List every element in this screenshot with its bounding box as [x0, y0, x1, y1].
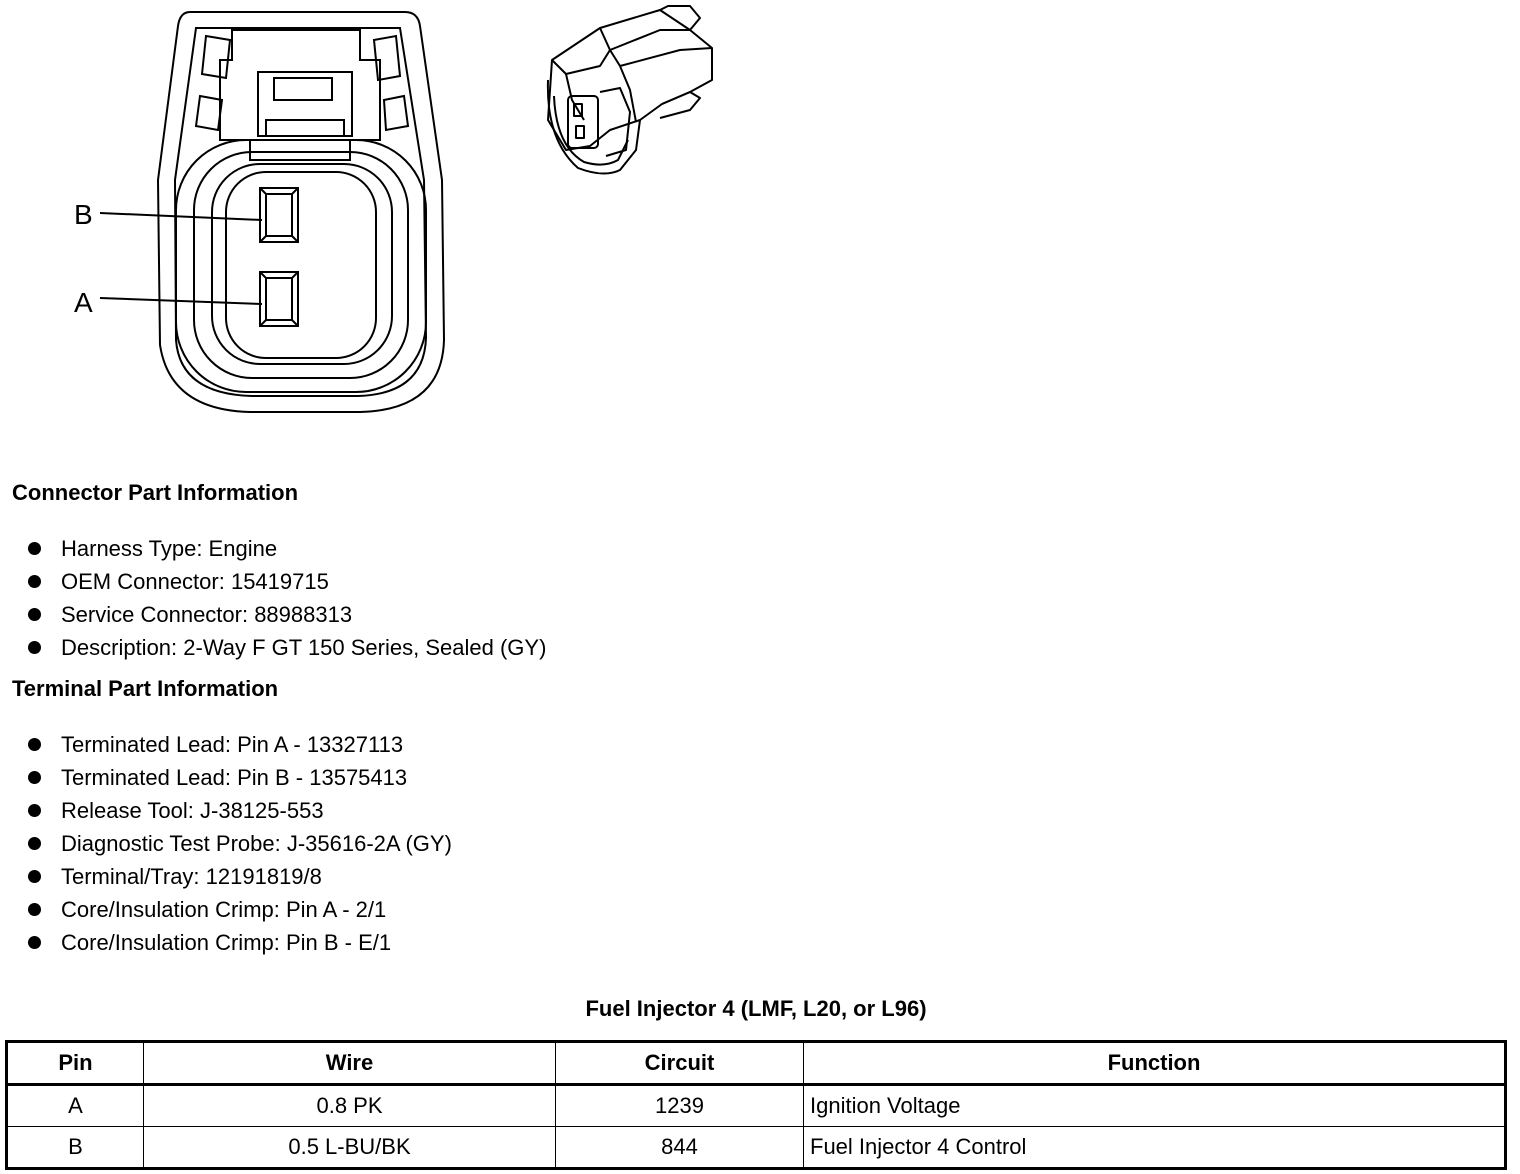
pin-table	[5, 1040, 1507, 1170]
pin-a-label: A	[74, 287, 93, 318]
list-item	[28, 761, 452, 794]
list-item	[28, 827, 452, 860]
list-item-text: Diagnostic Test Probe: J-35616-2A (GY)	[61, 831, 452, 856]
table-row	[7, 1085, 1506, 1127]
bullet-icon	[28, 903, 41, 916]
bullet-icon	[28, 542, 41, 555]
connector-seal-outer	[176, 140, 426, 392]
list-item-text: Core/Insulation Crimp: Pin B - E/1	[61, 930, 392, 955]
list-item	[28, 860, 452, 893]
column-header-circuit: Circuit	[556, 1042, 804, 1085]
terminal-info-title: Terminal Part Information	[12, 676, 279, 701]
bullet-icon	[28, 804, 41, 817]
list-item-text: Core/Insulation Crimp: Pin A - 2/1	[61, 897, 387, 922]
cell-wire: 0.5 L-BU/BK	[144, 1127, 556, 1169]
bullet-icon	[28, 870, 41, 883]
list-item	[28, 728, 452, 761]
cell-circuit: 844	[556, 1127, 804, 1169]
connector-face-diagram	[60, 0, 460, 420]
terminal-cavity-a	[260, 272, 298, 326]
list-item	[28, 893, 452, 926]
pin-a-leader-line	[100, 298, 262, 304]
list-item-text: Description: 2-Way F GT 150 Series, Sealed (GY)	[61, 635, 547, 660]
cell-pin: A	[7, 1085, 144, 1127]
terminal-cavity-b	[260, 188, 298, 242]
list-item	[28, 565, 546, 598]
cell-pin: B	[7, 1127, 144, 1169]
connector-cavity	[212, 164, 392, 364]
list-item	[28, 794, 452, 827]
pin-b-leader-line	[100, 213, 262, 220]
cell-wire: 0.8 PK	[144, 1085, 556, 1127]
cell-function: Ignition Voltage	[804, 1085, 1506, 1127]
list-item	[28, 598, 546, 631]
pin-b-label: B	[74, 199, 93, 230]
cell-function: Fuel Injector 4 Control	[804, 1127, 1506, 1169]
list-item-text: Service Connector: 88988313	[61, 602, 353, 627]
bullet-icon	[28, 608, 41, 621]
connector-isometric-diagram	[540, 0, 720, 185]
table-header-row	[7, 1042, 1506, 1085]
bullet-icon	[28, 575, 41, 588]
column-header-function: Function	[804, 1042, 1506, 1085]
list-item	[28, 532, 546, 565]
table-title: Fuel Injector 4 (LMF, L20, or L96)	[585, 996, 927, 1021]
cell-circuit: 1239	[556, 1085, 804, 1127]
list-item-text: Release Tool: J-38125-553	[61, 798, 324, 823]
list-item	[28, 631, 546, 664]
list-item-text: Terminal/Tray: 12191819/8	[61, 864, 322, 889]
bullet-icon	[28, 641, 41, 654]
bullet-icon	[28, 837, 41, 850]
bullet-icon	[28, 936, 41, 949]
column-header-wire: Wire	[144, 1042, 556, 1085]
list-item	[28, 926, 452, 959]
table-row	[7, 1127, 1506, 1169]
list-item-text: Terminated Lead: Pin A - 13327113	[61, 732, 404, 757]
connector-info-list	[28, 532, 546, 664]
terminal-info-list	[28, 728, 452, 959]
list-item-text: OEM Connector: 15419715	[61, 569, 329, 594]
bullet-icon	[28, 738, 41, 751]
list-item-text: Harness Type: Engine	[61, 536, 278, 561]
bullet-icon	[28, 771, 41, 784]
connector-info-title: Connector Part Information	[12, 480, 299, 505]
column-header-pin: Pin	[7, 1042, 144, 1085]
list-item-text: Terminated Lead: Pin B - 13575413	[61, 765, 408, 790]
